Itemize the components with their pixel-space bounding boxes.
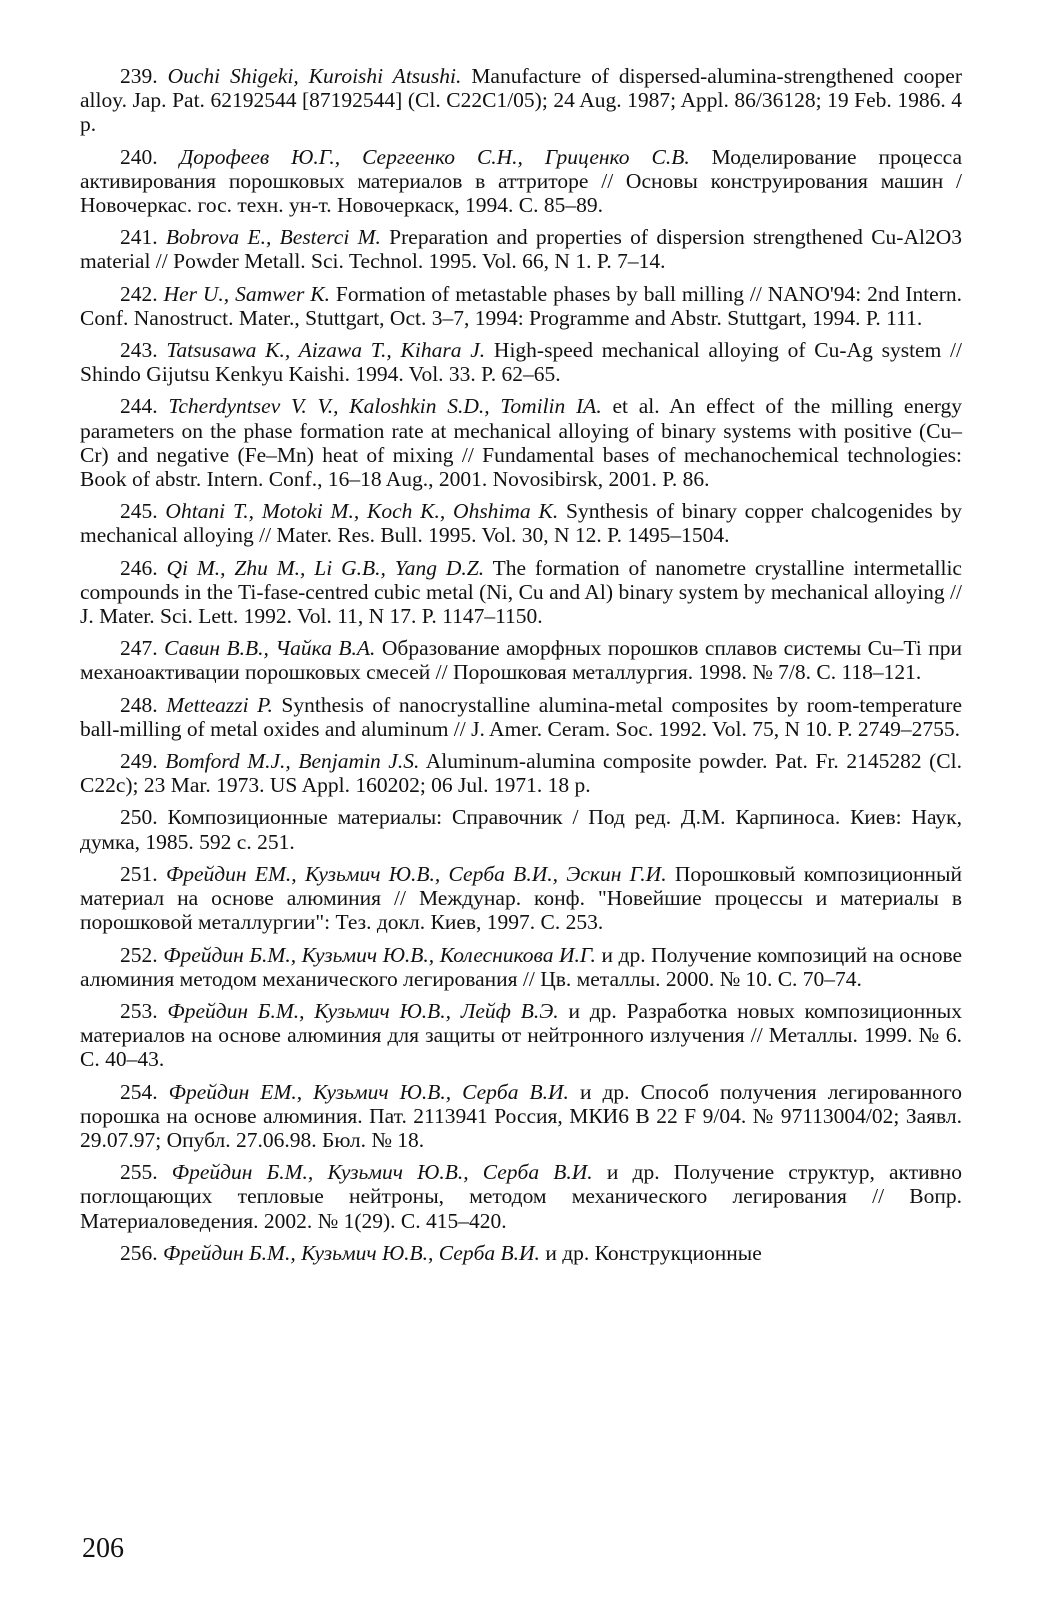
reference-item: [80, 935, 962, 991]
reference-authors: Her U., Samwer K.: [163, 281, 330, 306]
reference-text: Композиционные материалы: Справочник / Под ред. Д.М. Карпиноса. Киев: Наук, думка, 1985. 592 с. 251.: [80, 805, 962, 854]
reference-authors: Qi M., Zhu M., Li G.B., Yang D.Z.: [166, 555, 485, 580]
reference-item: [80, 386, 962, 491]
reference-item: [80, 491, 962, 547]
reference-number: 252.: [120, 942, 164, 967]
reference-item: [80, 991, 962, 1072]
reference-text: Synthesis of nanocrystalline alumina-metal composites by room-temperature ball-milling of metal oxides and aluminum // J. Amer. Ceram. Soc. 1992. Vol. 75, N 10. P. 2749–2755.: [80, 692, 963, 741]
reference-authors: Фрейдин ЕМ., Кузьмич Ю.В., Серба В.И.: [168, 1079, 569, 1104]
reference-list: [80, 56, 962, 1265]
reference-text: et al. An effect of the milling energy parameters on the phase formation rate at mechanical alloying of binary systems with positive (Cu–Cr) and negative (Fe–Mn) heat of mixing // Fundamental bases of mechanochemical technologies: Book of abstr. Intern. Conf., 16–18 Aug., 2001. Novosibirsk, 2001. P. 86.: [80, 394, 963, 492]
reference-authors: Ohtani T., Motoki M., Koch K., Ohshima K.: [165, 499, 559, 524]
reference-text: The formation of nanometre crystalline intermetallic compounds in the Ti-fase-centred cubic metal (Ni, Cu and Al) binary system by mechanical alloying // J. Mater. Sci. Lett. 1992. Vol. 11, N 17. P. 1147–1150.: [80, 555, 962, 629]
reference-item: [80, 137, 962, 218]
reference-item: [80, 1233, 962, 1265]
reference-item: [80, 854, 962, 935]
reference-authors: Metteazzi P.: [166, 692, 273, 717]
reference-text: Formation of metastable phases by ball milling // NANO'94: 2nd Intern. Conf. Nanostruct. Mater., Stuttgart, Oct. 3–7, 1994: Programme and Abstr. Stuttgart, 1994. P. 111.: [80, 281, 962, 330]
reference-authors: Фрейдин ЕМ., Кузьмич Ю.В., Серба В.И., Эскин Г.И.: [165, 861, 667, 886]
reference-text: Aluminum-alumina composite powder. Pat. Fr. 2145282 (Cl. C22c); 23 Mar. 1973. US Appl. 160202; 06 Jul. 1971. 18 p.: [80, 749, 962, 798]
reference-text: Образование аморфных порошков сплавов системы Cu–Ti при механоактивации порошковых смесей // Порошковая металлургия. 1998. № 7/8. С. 118–121.: [80, 636, 962, 685]
reference-number: 240.: [120, 144, 180, 169]
reference-number: 243.: [120, 338, 167, 363]
reference-number: 253.: [120, 998, 168, 1023]
reference-number: 254.: [120, 1079, 169, 1104]
reference-text: и др. Разработка новых композиционных материалов на основе алюминия для защиты от нейтронного излучения // Металлы. 1999. № 6. С. 40–43.: [80, 998, 962, 1072]
reference-text: и др. Способ получения легированного порошка на основе алюминия. Пат. 2113941 Россия, МКИ6 В 22 F 9/04. № 97113004/02; Заявл. 29.07.97; Опубл. 27.06.98. Бюл. № 18.: [80, 1079, 962, 1152]
reference-text: Manufacture of dispersed-alumina-strengthened cooper alloy. Jap. Pat. 62192544 [87192544] (Cl. C22C1/05); 24 Aug. 1987; Appl. 86/36128; 19 Feb. 1986. 4 p.: [80, 64, 962, 137]
reference-text: Порошковый композиционный материал на основе алюминия // Междунар. конф. "Новейшие процессы и материалы в порошковой металлургии": Тез. докл. Киев, 1997. С. 253.: [80, 861, 963, 935]
reference-text: и др. Получение структур, активно поглощающих тепловые нейтроны, методом механического легирования // Вопр. Материаловедения. 2002. № 1(29). С. 415–420.: [80, 1160, 963, 1233]
reference-item: [80, 1152, 962, 1233]
reference-item: [80, 274, 962, 330]
reference-number: 239.: [120, 64, 168, 88]
reference-text: и др. Получение композиций на основе алюминия методом механического легирования // Цв. металлы. 2000. № 10. С. 70–74.: [80, 942, 963, 991]
reference-item: [80, 548, 962, 629]
reference-item: [80, 56, 962, 137]
reference-number: 256.: [120, 1240, 163, 1265]
reference-number: 245.: [120, 499, 166, 524]
reference-number: 249.: [120, 749, 166, 774]
reference-item: [80, 797, 962, 853]
reference-authors: Дорофеев Ю.Г., Сергеенко С.Н., Гриценко С.В.: [179, 144, 690, 169]
reference-authors: Tcherdyntsev V. V., Kaloshkin S.D., Tomilin IA.: [168, 394, 602, 419]
reference-authors: Фрейдин Б.М., Кузьмич Ю.В., Серба В.И.: [163, 1240, 540, 1265]
reference-number: 244.: [120, 394, 169, 419]
reference-authors: Фрейдин Б.М., Кузьмич Ю.В., Колесникова И.Г.: [163, 942, 596, 967]
reference-authors: Фрейдин Б.М., Кузьмич Ю.В., Серба В.И.: [171, 1160, 593, 1185]
reference-number: 255.: [120, 1160, 172, 1185]
reference-number: 251.: [120, 861, 166, 886]
reference-number: 248.: [120, 692, 167, 717]
reference-number: 241.: [120, 225, 166, 250]
reference-item: [80, 628, 962, 684]
reference-authors: Bomford M.J., Benjamin J.S.: [165, 749, 420, 774]
reference-authors: Bobrova E., Besterci M.: [165, 225, 381, 250]
reference-item: [80, 217, 962, 273]
reference-number: 247.: [120, 636, 165, 661]
reference-authors: Tatsusawa K., Aizawa T., Kihara J.: [166, 338, 486, 363]
reference-item: [80, 685, 962, 741]
reference-number: 242.: [120, 281, 164, 306]
reference-item: [80, 330, 962, 386]
reference-text: Моделирование процесса активирования порошковых материалов в аттриторе // Основы конструирования машин / Новочеркас. гос. техн. ун-т. Новочеркаск, 1994. С. 85–89.: [80, 144, 963, 218]
reference-authors: Ouchi Shigeki, Kuroishi Atsushi.: [167, 64, 462, 88]
page-number: 206: [82, 1533, 124, 1564]
reference-item: [80, 741, 962, 797]
reference-number: 250.: [120, 805, 168, 830]
reference-text: и др. Конструкционные: [539, 1240, 762, 1265]
reference-item: [80, 1072, 962, 1153]
reference-text: High-speed mechanical alloying of Cu-Ag system // Shindo Gijutsu Kenkyu Kaishi. 1994. Vol. 33. P. 62–65.: [80, 338, 963, 387]
reference-authors: Фрейдин Б.М., Кузьмич Ю.В., Лейф В.Э.: [167, 998, 559, 1023]
reference-authors: Савин В.В., Чайка В.А.: [164, 636, 376, 661]
reference-text: Synthesis of binary copper chalcogenides by mechanical alloying // Mater. Res. Bull. 1995. Vol. 30, N 12. P. 1495–1504.: [80, 499, 962, 548]
reference-number: 246.: [120, 555, 167, 580]
reference-text: Preparation and properties of dispersion strengthened Cu-Al2O3 material // Powder Metall. Sci. Technol. 1995. Vol. 66, N 1. P. 7–14.: [80, 225, 962, 274]
